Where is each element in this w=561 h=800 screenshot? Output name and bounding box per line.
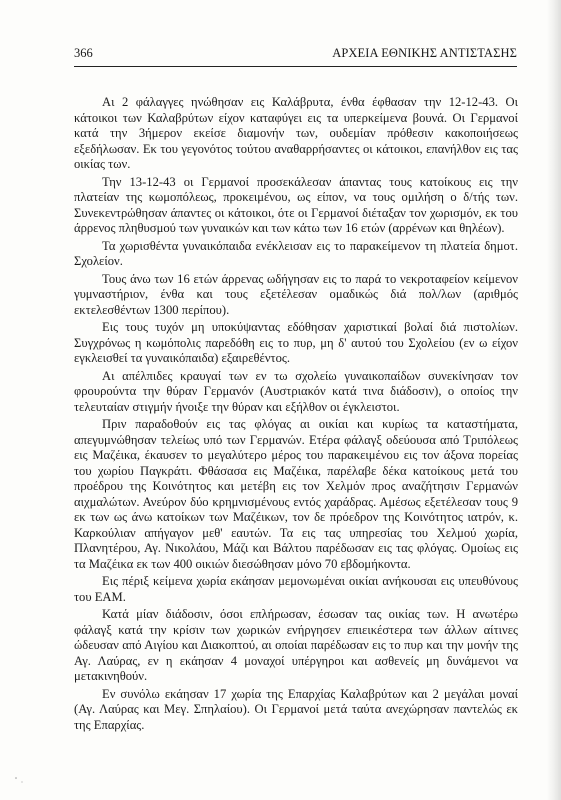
- paragraph: Εις πέριξ κείμενα χωρία εκάησαν μεμονωμέναι οικίαι ανήκουσαι εις υπευθύνους του ΕΑΜ.: [74, 574, 518, 604]
- page-number: 366: [74, 46, 93, 60]
- header-divider: [74, 66, 517, 67]
- running-title: ΑΡΧΕΙΑ ΕΘΝΙΚΗΣ ΑΝΤΙΣΤΑΣΗΣ: [332, 46, 517, 60]
- document-body: [74, 95, 518, 735]
- paragraph: Αι 2 φάλαγγες ηνώθησαν εις Καλάβρυτα, ένθα έφθασαν την 12-12-43. Οι κάτοικοι των Καλαβρύτων είχον καταφύγει εις τα υπερκείμενα βουνά. Οι Γερμανοί κατά την 3ήμερον εκείσε διαμονήν των, ουδεμίαν πρόθεσιν κακοποιήσεως εξεδήλωσαν. Εκ του γεγονότος τούτου αναθαρρήσαντες οι κάτοικοι, επανήλθον εις τας οικίας των.: [74, 95, 518, 171]
- paragraph: Κατά μίαν διάδοσιν, όσοι επλήρωσαν, έσωσαν τας οικίας των. Η ανωτέρω φάλαγξ κατά την κρίσιν των χωρικών ενήργησεν επιεικέστερα των άλλων αίτινες ώδευσαν από Αιγίου και Διακοπτού, αι οποίαι παρέδωσαν εις το πυρ και την μονήν της Αγ. Λαύρας, εν η εκάησαν 4 μοναχοί υπέργηροι και ασθενείς μη δυνάμενοι να μετακινηθούν.: [74, 607, 518, 683]
- paragraph: Αι απέλπιδες κραυγαί των εν τω σχολείω γυναικοπαίδων συνεκίνησαν τον φρουρούντα την θύραν Γερμανόν (Αυστριακόν κατά τινα διάδοσιν), ο οποίος την τελευταίαν στιγμήν ήνοιξε την θύραν και εξήλθον οι έγκλειστοι.: [74, 368, 518, 414]
- paragraph: Τους άνω των 16 ετών άρρενας ωδήγησαν εις το παρά το νεκροταφείον κείμενον γυμναστήριον, ένθα και τους εξετέλεσαν ομαδικώς διά πολ/λων (αριθμός εκτελεσθέντων 1300 περίπου).: [74, 271, 518, 317]
- scan-shadow-edge: [547, 0, 561, 800]
- paragraph: Εν συνόλω εκάησαν 17 χωρία της Επαρχίας Καλαβρύτων και 2 μεγάλαι μοναί (Αγ. Λαύρας και Μεγ. Σπηλαίου). Οι Γερμανοί μετά ταύτα ανεχώρησαν παντελώς εκ της Επαρχίας.: [74, 686, 518, 732]
- paragraph: Εις τους τυχόν μη υποκύψαντας εδόθησαν χαριστικαί βολαί διά πιστολίων. Συγχρόνως η κωμόπολις παρεδόθη εις το πυρ, μη δ' αυτού του Σχολείου (εν ω είχον εγκλεισθεί τα γυναικόπαιδα) εξαιρεθέντος.: [74, 320, 518, 365]
- page-header: [74, 46, 517, 66]
- scan-specks: [10, 770, 50, 790]
- paragraph: Την 13-12-43 οι Γερμανοί προσεκάλεσαν άπαντας τους κατοίκους εις την πλατείαν της κωμοπόλεως, προκειμένου, ως είπον, να τους ομιλήση ο δ/τής των. Συνεκεντρώθησαν άπαντες οι κάτοικοι, ότε οι Γερμανοί διέταξαν τον χωρισμόν, εκ του άρρενος πληθυσμού των γυναικών και των κάτω των 16 ετών (αρρένων και θηλέων).: [74, 174, 518, 235]
- paragraph: Τα χωρισθέντα γυναικόπαιδα ενέκλεισαν εις το παρακείμενον τη πλατεία δημοτ. Σχολείον.: [74, 238, 518, 268]
- paragraph: Πριν παραδοθούν εις τας φλόγας αι οικίαι και κυρίως τα καταστήματα, απεγυμνώθησαν τελείως υπό των Γερμανών. Ετέρα φάλαγξ οδεύουσα από Τριπόλεως εις Μαζέικα, έκαυσεν το μεγαλύτερο μέρος του παρακειμένου εις τον άξονα πορείας του χωρίου Παγκράτι. Φθάσασα εις Μαζέικα, παρέλαβε δέκα κατοίκους μετά του προέδρου της Κοινότητος και μετέβη εις τον Χελμόν προς αναζήτησιν Γερμανών αιχμαλώτων. Ανεύρον δύο κρημνισμένους εντός χαράδρας. Αμέσως εξετέλεσαν τους 9 εκ των ως άνω κατοίκων των Μαζέικων, τον δε πρόεδρον της Κοινότητος ιατρόν, κ. Καρκούλιαν απήγαγον μεθ' εαυτών. Τα εις τας υπηρεσίας του Χελμού χωρία, Πλανητέρου, Αγ. Νικολάου, Μάζι και Βάλτου παρέδωσαν εις τας φλόγας. Ομοίως εις τα Μαζέικα εκ των 400 οικιών διεσώθησαν μόνο 70 εβδομήκοντα.: [74, 417, 518, 571]
